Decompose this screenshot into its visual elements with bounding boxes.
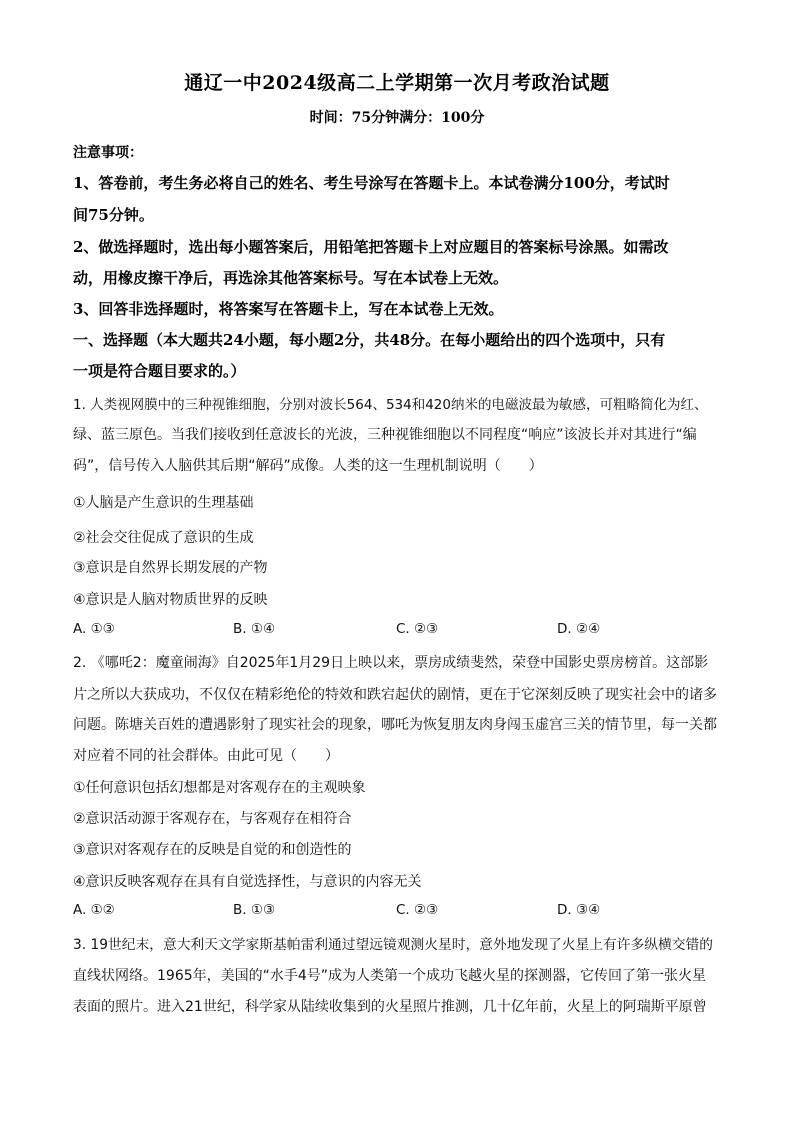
q3-stem-line-1: 3. 19世纪末，意大利天文学家斯基帕雷利通过望远镜观测火星时，意外地发现了火星上有许多纵横交错的	[73, 937, 713, 953]
q2-option-d: D. ③④	[557, 902, 601, 918]
section-heading-line-2: 一项是符合题目要求的。）	[73, 362, 246, 380]
q2-stem-line-4: 对应着不同的社会群体。由此可见（ ）	[73, 748, 339, 764]
q2-option-a: A. ①②	[73, 902, 115, 918]
q1-option-c: C. ②③	[396, 621, 439, 637]
q1-item-1: ①人脑是产生意识的生理基础	[73, 495, 254, 511]
notes-heading: 注意事项：	[73, 145, 143, 161]
q1-item-2: ②社会交往促成了意识的生成	[73, 530, 254, 546]
q1-option-b: B. ①④	[233, 621, 276, 637]
q1-item-4: ④意识是人脑对物质世界的反映	[73, 592, 268, 608]
q1-option-d: D. ②④	[557, 621, 601, 637]
q2-item-1: ①任何意识包括幻想都是对客观存在的主观映象	[73, 780, 366, 796]
q1-option-a: A. ①③	[73, 621, 115, 637]
q2-stem-line-2: 片之所以大获成功，不仅仅在精彩绝伦的特效和跌宕起伏的剧情，更在于它深刻反映了现实社会中的诸多	[73, 687, 717, 703]
note-1-line-2: 间75分钟。	[73, 206, 154, 224]
note-1-line-1: 1、答卷前，考生务必将自己的姓名、考生号涂写在答题卡上。本试卷满分100分，考试时	[73, 174, 670, 192]
q3-stem-line-3: 表面的照片。进入21世纪，科学家从陆续收集到的火星照片推测，几十亿年前，火星上的阿瑞斯平原曾	[73, 999, 707, 1015]
q3-stem-line-2: 直线状网络。1965年，美国的“水手4号”成为人类第一个成功飞越火星的探测器，它传回了第一张火星	[73, 968, 707, 984]
q2-stem-line-3: 问题。陈塘关百姓的遭遇影射了现实社会的现象，哪吒为恢复朋友肉身闯玉虚宫三关的情节里，每一关都	[73, 717, 717, 733]
section-heading-line-1: 一、选择题（本大题共24小题，每小题2分，共48分。在每小题给出的四个选项中，只有	[73, 331, 666, 349]
exam-title: 通辽一中2024级高二上学期第一次月考政治试题	[184, 72, 610, 94]
q1-stem-line-3: 码”，信号传入人脑供其后期“解码”成像。人类的这一生理机制说明（ ）	[73, 458, 543, 474]
q1-stem-line-2: 绿、蓝三原色。当我们接收到任意波长的光波，三种视锥细胞以不同程度“响应”该波长并对其进行“编	[73, 427, 697, 443]
q2-item-4: ④意识反映客观存在具有自觉选择性，与意识的内容无关	[73, 874, 422, 890]
note-2-line-1: 2、做选择题时，选出每小题答案后，用铅笔把答题卡上对应题目的答案标号涂黑。如需改	[73, 238, 669, 256]
q2-option-c: C. ②③	[396, 902, 439, 918]
q2-item-3: ③意识对客观存在的反映是自觉的和创造性的	[73, 842, 352, 858]
exam-time-score: 时间：75分钟满分：100分	[309, 110, 485, 126]
q1-stem-line-1: 1. 人类视网膜中的三种视锥细胞，分别对波长564、534和420纳米的电磁波最为敏感，可粗略简化为红、	[73, 397, 708, 413]
q2-option-b: B. ①③	[233, 902, 276, 918]
note-2-line-2: 动，用橡皮擦干净后，再选涂其他答案标号。写在本试卷上无效。	[73, 269, 509, 287]
note-3: 3、回答非选择题时，将答案写在答题卡上，写在本试卷上无效。	[73, 300, 504, 318]
q2-stem-line-1: 2. 《哪吒2：魔童闹海》自2025年1月29日上映以来，票房成绩斐然，荣登中国影史票房榜首。这部影	[73, 655, 709, 671]
q2-item-2: ②意识活动源于客观存在，与客观存在相符合	[73, 811, 352, 827]
q1-item-3: ③意识是自然界长期发展的产物	[73, 560, 268, 576]
